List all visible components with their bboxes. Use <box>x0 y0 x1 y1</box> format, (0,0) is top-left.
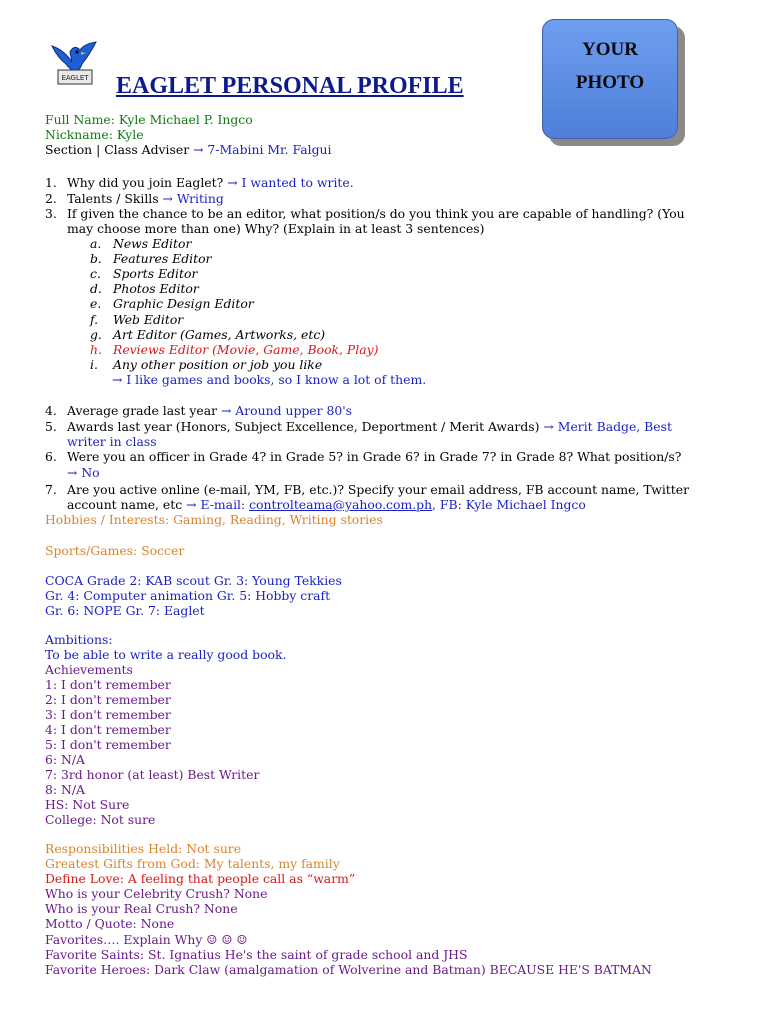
arrow-icon: → <box>162 191 173 206</box>
arrow-icon: → <box>543 419 554 434</box>
email-link[interactable]: controlteama@yahoo.com.ph <box>249 497 433 512</box>
section-label: Section | Class Adviser <box>45 142 194 157</box>
option-text: News Editor <box>113 236 192 251</box>
question-4 <box>45 403 352 418</box>
option-text: Photos Editor <box>113 281 199 297</box>
question-text: Were you an officer in Grade 4? in Grade 5? in Grade 6? in Grade 7? in Grade 8? What position/s? <box>67 449 682 464</box>
achievement-item: 6: N/A <box>45 752 85 767</box>
answer-text: Writing <box>176 191 224 206</box>
option-letter: b. <box>90 251 102 267</box>
full-name: Full Name: Kyle Michael P. Ingco <box>45 112 253 127</box>
define-love: Define Love: A feeling that people call as “warm” <box>45 871 356 886</box>
achievement-item: College: Not sure <box>45 812 156 827</box>
favorite-saints: Favorite Saints: St. Ignatius He's the saint of grade school and JHS <box>45 947 468 962</box>
ambitions-label: Ambitions: <box>45 632 113 647</box>
question-text: If given the chance to be an editor, what position/s do you think you are capable of handling? (You <box>67 206 685 221</box>
section-row <box>45 142 331 157</box>
achievement-item: 5: I don't remember <box>45 737 171 752</box>
editor-option <box>90 296 254 311</box>
ambitions-text: To be able to write a really good book. <box>45 647 287 662</box>
coca-line2: Gr. 4: Computer animation Gr. 5: Hobby craft <box>45 588 331 603</box>
question-3-line2: may choose more than one) Why? (Explain in at least 3 sentences) <box>67 221 485 236</box>
achievement-item: 8: N/A <box>45 782 85 797</box>
option-letter: a. <box>90 236 102 251</box>
nickname: Nickname: Kyle <box>45 127 144 142</box>
favorite-heroes: Favorite Heroes: Dark Claw (amalgamation of Wolverine and Batman) BECAUSE HE'S BATMAN <box>45 962 652 977</box>
option-letter: f. <box>90 311 99 327</box>
achievement-item: 4: I don't remember <box>45 722 171 737</box>
coca-line1: COCA Grade 2: KAB scout Gr. 3: Young Tekkies <box>45 573 342 588</box>
photo-label-line2: PHOTO <box>575 72 645 93</box>
editor-option <box>90 266 197 281</box>
editor-option <box>90 342 378 357</box>
answer-text: Around upper 80's <box>235 403 353 418</box>
question-number: 4. <box>45 403 57 418</box>
editor-option <box>90 312 183 327</box>
photo-label-line1: YOUR <box>582 39 638 60</box>
responsibilities: Responsibilities Held: Not sure <box>45 841 242 856</box>
question-text: account name, etc <box>67 497 187 512</box>
question-text: Awards last year (Honors, Subject Excellence, Deportment / Merit Awards) <box>67 419 544 434</box>
achievement-item: HS: Not Sure <box>45 797 130 812</box>
motto: Motto / Quote: None <box>45 916 175 931</box>
question-number: 3. <box>45 206 57 221</box>
logo-text: EAGLET <box>61 74 89 82</box>
question-7 <box>45 482 689 497</box>
section-answer: 7-Mabini Mr. Falgui <box>207 142 332 157</box>
achievement-item: 1: I don't remember <box>45 677 171 692</box>
option-text: Art Editor (Games, Artworks, etc) <box>113 326 326 342</box>
answer-text: I wanted to write. <box>241 175 354 190</box>
question-number: 1. <box>45 175 57 190</box>
answer-text: Merit Badge, Best <box>557 419 672 434</box>
achievement-item: 3: I don't remember <box>45 707 171 722</box>
editor-option <box>90 251 211 266</box>
option-text: Any other position or job you like <box>113 356 323 372</box>
coca-line3: Gr. 6: NOPE Gr. 7: Eaglet <box>45 603 205 618</box>
arrow-icon: → <box>67 465 78 480</box>
question-5 <box>45 419 672 434</box>
question-text: Average grade last year <box>67 403 221 418</box>
question-2 <box>45 191 224 206</box>
question-6-answer <box>67 465 100 480</box>
question-text: Are you active online (e-mail, YM, FB, etc.)? Specify your email address, FB account name, Twitter <box>67 482 689 497</box>
arrow-icon: → <box>227 175 238 190</box>
option-text: Reviews Editor (Movie, Game, Book, Play) <box>113 341 379 357</box>
option-letter: h. <box>90 341 102 357</box>
answer-text: , FB: Kyle Michael Ingco <box>432 497 586 512</box>
answer-text: E-mail: <box>200 497 250 512</box>
achievement-item: 7: 3rd honor (at least) Best Writer <box>45 767 260 782</box>
editor-option <box>90 281 199 296</box>
option-text: Web Editor <box>113 311 184 327</box>
question-7-line2 <box>67 497 586 512</box>
option-text: Graphic Design Editor <box>113 296 254 312</box>
option-letter: d. <box>90 281 102 297</box>
answer-text: I like games and books, so I know a lot of them. <box>126 372 427 387</box>
question-6 <box>45 449 681 464</box>
hobbies: Hobbies / Interests: Gaming, Reading, Writing stories <box>45 512 383 527</box>
editor-option <box>90 236 191 251</box>
answer-text: No <box>81 465 100 480</box>
arrow-icon: → <box>112 372 123 387</box>
option-letter: i. <box>90 356 98 372</box>
page-title: EAGLET PERSONAL PROFILE <box>116 73 464 99</box>
question-text: Talents / Skills <box>67 191 163 206</box>
question-number: 6. <box>45 449 57 464</box>
greatest-gifts: Greatest Gifts from God: My talents, my family <box>45 856 340 871</box>
question-number: 5. <box>45 419 57 434</box>
eaglet-logo <box>50 40 102 92</box>
favorites: Favorites…. Explain Why ☺ ☺ ☺ <box>45 932 248 947</box>
question-3 <box>45 206 685 221</box>
question-text: Why did you join Eaglet? <box>67 175 228 190</box>
option-letter: g. <box>90 326 102 342</box>
question-number: 7. <box>45 482 57 497</box>
your-photo-placeholder <box>542 19 678 139</box>
arrow-icon: → <box>193 142 204 157</box>
editor-option <box>90 357 322 372</box>
editor-option <box>90 327 325 342</box>
question-3-answer <box>112 372 426 387</box>
sports: Sports/Games: Soccer <box>45 543 185 558</box>
option-letter: e. <box>90 296 102 312</box>
option-text: Sports Editor <box>113 266 198 282</box>
option-letter: c. <box>90 266 101 282</box>
question-number: 2. <box>45 191 57 206</box>
achievement-item: 2: I don't remember <box>45 692 171 707</box>
real-crush: Who is your Real Crush? None <box>45 901 238 916</box>
question-1 <box>45 175 354 190</box>
arrow-icon: → <box>186 497 197 512</box>
option-text: Features Editor <box>113 251 212 267</box>
celebrity-crush: Who is your Celebrity Crush? None <box>45 886 268 901</box>
achievements-label: Achievements <box>45 662 133 677</box>
question-5-answer-line2: writer in class <box>67 434 157 449</box>
arrow-icon: → <box>220 403 232 418</box>
